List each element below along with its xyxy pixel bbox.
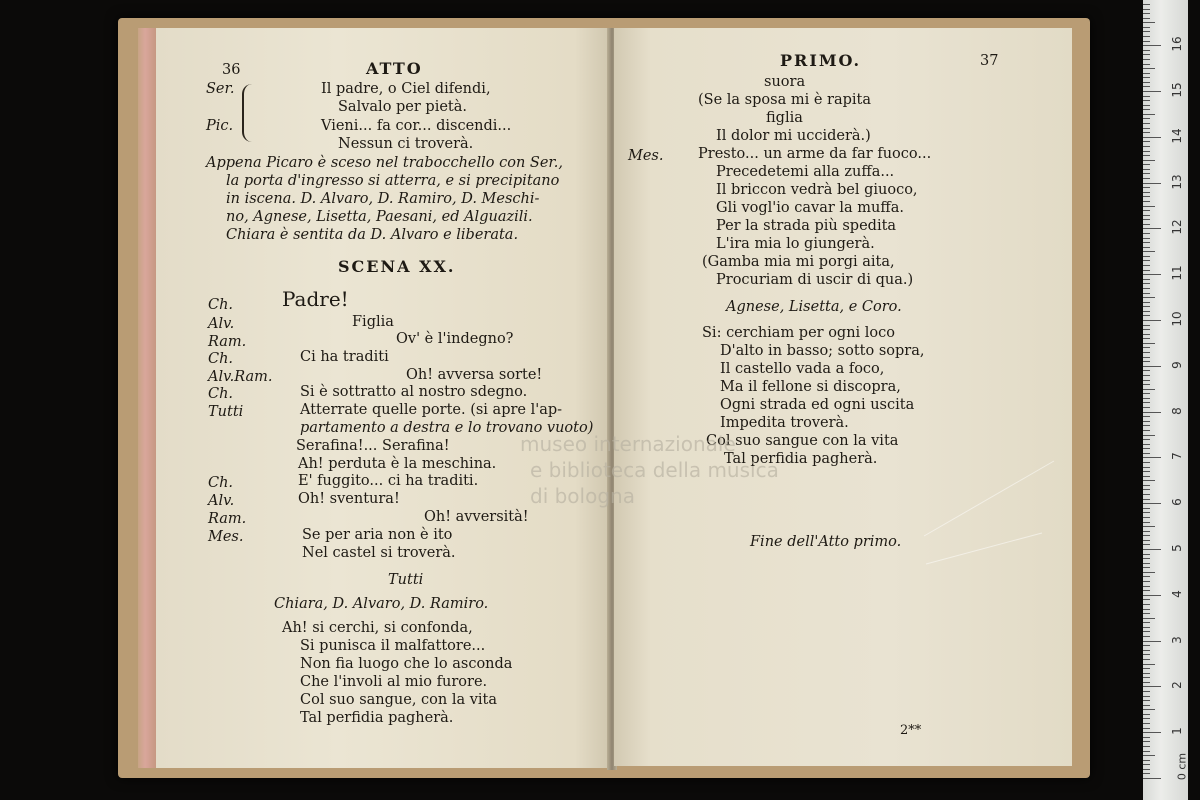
verse-line: Nessun ci troverà.: [338, 136, 474, 152]
dialogue-line: Ci ha traditi: [300, 349, 389, 365]
ruler-tick: [1143, 347, 1150, 348]
verse-line: suora: [764, 74, 806, 90]
ruler-tick: [1143, 563, 1150, 564]
ruler-tick: [1143, 86, 1150, 87]
ruler-tick: [1143, 128, 1150, 129]
ruler-tick: [1143, 315, 1150, 316]
ruler-tick: [1143, 114, 1155, 115]
ruler-number: 11: [1170, 265, 1184, 281]
ruler-tick: [1143, 412, 1161, 413]
ruler-tick: [1143, 219, 1150, 220]
ruler-tick: [1143, 224, 1150, 225]
chorus-line: Ah! si cerchi, si confonda,: [282, 620, 473, 636]
ruler-tick: [1143, 370, 1150, 371]
ruler-tick: [1143, 425, 1150, 426]
ruler-tick: [1143, 247, 1150, 248]
ruler-tick: [1143, 567, 1150, 568]
ruler-tick: [1143, 36, 1150, 37]
ruler-tick: [1143, 238, 1150, 239]
right-page: [614, 28, 1072, 766]
ruler-tick: [1143, 160, 1155, 161]
ruler-tick: [1143, 581, 1150, 582]
stage-direction: in iscena. D. Alvaro, D. Ramiro, D. Meschi-: [226, 191, 540, 207]
ruler-tick: [1143, 631, 1150, 632]
ruler-tick: [1143, 77, 1150, 78]
ruler-tick: [1143, 535, 1150, 536]
ruler-tick: [1143, 54, 1150, 55]
ruler-tick: [1143, 389, 1155, 390]
paper-crease: [924, 461, 1054, 537]
ruler-number: 2: [1170, 681, 1184, 690]
ruler-tick: [1143, 659, 1150, 660]
ruler-tick: [1143, 489, 1150, 490]
ruler-tick: [1143, 118, 1150, 119]
speaker-label: Ch.: [208, 386, 234, 402]
ruler-tick: [1143, 673, 1150, 674]
ruler-number: 5: [1170, 544, 1184, 552]
ruler-tick: [1143, 636, 1150, 637]
ruler-tick: [1143, 691, 1150, 692]
ruler-number: 7: [1170, 452, 1184, 461]
ruler-tick: [1143, 467, 1150, 468]
speaker-label: Alv.Ram.: [208, 369, 273, 385]
chorus-line: Il castello vada a foco,: [720, 361, 885, 377]
ruler-tick: [1143, 526, 1155, 527]
verse-line: Il padre, o Ciel difendi,: [321, 81, 491, 97]
ruler-tick: [1143, 9, 1150, 10]
dialogue-line: Atterrate quelle porte. (si apre l'ap-: [300, 402, 563, 418]
ruler-number: 9: [1170, 360, 1184, 369]
ruler-tick: [1143, 599, 1150, 600]
ruler-tick: [1143, 668, 1150, 669]
ruler-number: 4: [1170, 589, 1184, 598]
ruler-tick: [1143, 444, 1150, 445]
chorus-line: Col suo sangue con la vita: [706, 433, 899, 449]
ruler-tick: [1143, 18, 1150, 19]
ruler-tick: [1143, 329, 1150, 330]
ruler-tick: [1143, 393, 1150, 394]
ruler-tick: [1143, 242, 1150, 243]
chorus-line: Ogni strada ed ogni uscita: [720, 397, 915, 413]
verse-line: L'ira mia lo giungerà.: [716, 236, 875, 252]
ruler-tick: [1143, 82, 1150, 83]
ruler-tick: [1143, 123, 1150, 124]
ruler-tick: [1143, 27, 1150, 28]
chorus-line: Che l'involi al mio furore.: [300, 674, 488, 690]
ruler-tick: [1143, 274, 1161, 275]
ruler-tick: [1143, 476, 1150, 477]
speaker-label: Ram.: [208, 334, 247, 350]
page-header: ATTO: [366, 59, 423, 78]
verse-line: Procuriam di uscir di qua.): [716, 272, 914, 288]
ruler-tick: [1143, 91, 1161, 92]
ruler-tick: [1143, 499, 1150, 500]
ruler-tick: [1143, 494, 1150, 495]
ruler-tick: [1143, 105, 1150, 106]
ruler-number: 15: [1170, 82, 1184, 98]
stage-direction: Appena Picaro è sceso nel trabocchello con Ser.,: [206, 155, 563, 171]
speaker-label: Alv.: [208, 316, 235, 332]
ruler-tick: [1143, 407, 1150, 408]
ruler-tick: [1143, 755, 1155, 756]
ruler-tick: [1143, 595, 1161, 596]
ruler-tick: [1143, 741, 1150, 742]
ruler-tick: [1143, 732, 1161, 733]
ruler-tick: [1143, 325, 1150, 326]
ruler-tick: [1143, 215, 1150, 216]
ruler-tick: [1143, 256, 1150, 257]
speaker-label: Ram.: [208, 511, 247, 527]
page-header: PRIMO.: [780, 51, 862, 70]
ruler-tick: [1143, 270, 1150, 271]
ruler-tick: [1143, 155, 1150, 156]
ruler-tick: [1143, 522, 1150, 523]
ruler-number: 13: [1170, 173, 1184, 190]
ruler-tick: [1143, 462, 1150, 463]
verse-line: (Se la sposa mi è rapita: [698, 92, 871, 108]
ruler-tick: [1143, 297, 1155, 298]
ruler-tick: [1143, 59, 1150, 60]
ruler-tick: [1143, 265, 1150, 266]
ruler-tick: [1143, 73, 1150, 74]
dialogue-line: Oh! avversità!: [424, 509, 529, 525]
ruler-tick: [1143, 141, 1150, 142]
ruler-tick: [1143, 650, 1150, 651]
ruler-tick: [1143, 64, 1150, 65]
ruler-tick: [1143, 233, 1150, 234]
ruler-tick: [1143, 398, 1150, 399]
ruler-tick: [1143, 430, 1150, 431]
act-ending: Fine dell'Atto primo.: [750, 534, 902, 550]
dialogue-line: Si è sottratto al nostro sdegno.: [300, 384, 528, 400]
chorus-line: Col suo sangue, con la vita: [300, 692, 498, 708]
ruler-number: 6: [1170, 498, 1184, 507]
ruler-tick: [1143, 375, 1150, 376]
chorus-line: Si punisca il malfattore...: [300, 638, 486, 654]
ruler-tick: [1143, 590, 1150, 591]
ruler-tick: [1143, 737, 1150, 738]
scene-title: SCENA XX.: [338, 257, 456, 276]
chorus-line: Si: cerchiam per ogni loco: [702, 325, 896, 341]
ruler-tick: [1143, 645, 1150, 646]
ruler-tick: [1143, 686, 1161, 687]
ruler-tick: [1143, 306, 1150, 307]
ruler-tick: [1143, 705, 1150, 706]
ruler-tick: [1143, 22, 1155, 23]
ruler-tick: [1143, 554, 1150, 555]
ruler-tick: [1143, 183, 1161, 184]
stage-direction: Chiara è sentita da D. Alvaro e liberata.: [226, 227, 519, 243]
ruler-tick: [1143, 558, 1150, 559]
chorus-names: Chiara, D. Alvaro, D. Ramiro.: [274, 596, 489, 612]
verse-line: figlia: [766, 110, 803, 126]
speaker-label: Pic.: [206, 118, 234, 134]
signature-mark: 2**: [900, 723, 922, 738]
ruler-tick: [1143, 453, 1150, 454]
ruler-tick: [1143, 746, 1150, 747]
ruler-tick: [1143, 618, 1155, 619]
ruler-tick: [1143, 45, 1161, 46]
ruler-tick: [1143, 96, 1150, 97]
verse-line: Il dolor mi ucciderà.): [716, 128, 871, 144]
dialogue-line: Ov' è l'indegno?: [396, 331, 514, 347]
watermark-text: museo internazionale: [520, 432, 736, 456]
speaker-label: Tutti: [208, 404, 244, 420]
verse-line: Salvalo per pietà.: [338, 99, 468, 115]
ruler-tick: [1143, 480, 1155, 481]
ruler-tick: [1143, 485, 1150, 486]
ruler-tick: [1143, 251, 1155, 252]
ruler-tick: [1143, 146, 1150, 147]
ruler-tick: [1143, 773, 1150, 774]
ruler-tick: [1143, 604, 1150, 605]
paper-crease: [926, 532, 1042, 564]
ruler-tick: [1143, 283, 1150, 284]
ruler-tick: [1143, 769, 1150, 770]
ruler-tick: [1143, 320, 1161, 321]
ruler-tick: [1143, 677, 1150, 678]
ruler-tick: [1143, 664, 1155, 665]
ruler-tick: [1143, 260, 1150, 261]
ruler-tick: [1143, 654, 1150, 655]
ruler-tick: [1143, 366, 1161, 367]
ruler-tick: [1143, 357, 1150, 358]
ruler-tick: [1143, 380, 1150, 381]
ruler-number: 14: [1170, 128, 1184, 144]
ruler-tick: [1143, 210, 1150, 211]
verse-line: Presto... un arme da far fuoco...: [698, 146, 932, 162]
ruler-tick: [1143, 531, 1150, 532]
ruler-tick: [1143, 164, 1150, 165]
verse-line: Per la strada più spedita: [716, 218, 897, 234]
ruler-tick: [1143, 41, 1150, 42]
ruler-number: 16: [1170, 36, 1184, 52]
ruler-tick: [1143, 421, 1150, 422]
chorus-line: Ma il fellone si discopra,: [720, 379, 901, 395]
dialogue-line: Se per aria non è ito: [302, 527, 453, 543]
chorus-title: Agnese, Lisetta, e Coro.: [726, 299, 902, 315]
ruler-tick: [1143, 68, 1155, 69]
ruler-tick: [1143, 718, 1150, 719]
ruler-tick: [1143, 178, 1150, 179]
ruler-tick: [1143, 13, 1150, 14]
ruler-tick: [1143, 682, 1150, 683]
ruler-tick: [1143, 311, 1150, 312]
ruler-tick: [1143, 503, 1161, 504]
dialogue-line: Figlia: [352, 314, 394, 330]
ruler-tick: [1143, 228, 1161, 229]
ruler-number: 8: [1170, 406, 1184, 415]
speaker-label: Mes.: [208, 529, 244, 545]
dialogue-line: Ah! perduta è la meschina.: [298, 456, 497, 472]
dialogue-line: Oh! avversa sorte!: [406, 367, 543, 383]
ruler-tick: [1143, 279, 1150, 280]
ruler-tick: [1143, 508, 1150, 509]
ruler-tick: [1143, 760, 1150, 761]
ruler-tick: [1143, 439, 1150, 440]
ruler-tick: [1143, 132, 1150, 133]
speaker-label: Ser.: [206, 81, 235, 97]
speaker-label: Ch.: [208, 351, 234, 367]
dialogue-line: Oh! sventura!: [298, 491, 400, 507]
verse-line: Il briccon vedrà bel giuoco,: [716, 182, 918, 198]
ruler-tick: [1143, 50, 1150, 51]
ruler-tick: [1143, 206, 1155, 207]
page-number: 36: [222, 62, 241, 78]
ruler-tick: [1143, 293, 1150, 294]
verse-line: Gli vogl'io cavar la muffa.: [716, 200, 904, 216]
ruler-tick: [1143, 334, 1150, 335]
brace-mark: [242, 84, 252, 142]
stage-direction: la porta d'ingresso si atterra, e si precipitano: [226, 173, 560, 189]
ruler-tick: [1143, 201, 1150, 202]
ruler-tick: [1143, 764, 1150, 765]
ruler-tick: [1143, 435, 1155, 436]
dialogue-line: partamento a destra e lo trovano vuoto): [300, 420, 594, 436]
ruler-tick: [1143, 572, 1155, 573]
ruler-tick: [1143, 343, 1155, 344]
page-edge: [138, 28, 156, 768]
ruler-tick: [1143, 361, 1150, 362]
ruler-tick: [1143, 173, 1150, 174]
ruler-tick: [1143, 100, 1150, 101]
ruler-tick: [1143, 723, 1150, 724]
ruler-tick: [1143, 137, 1161, 138]
ruler-tick: [1143, 471, 1150, 472]
ruler-tick: [1143, 576, 1150, 577]
ruler-tick: [1143, 641, 1161, 642]
ruler-number: 12: [1170, 219, 1184, 236]
ruler-tick: [1143, 613, 1150, 614]
ruler-tick: [1143, 627, 1150, 628]
ruler-tick: [1143, 196, 1150, 197]
chorus-line: Tal perfidia pagherà.: [724, 451, 878, 467]
dialogue-line: E' fuggito... ci ha traditi.: [298, 473, 479, 489]
ruler-tick: [1143, 402, 1150, 403]
ruler-number: 10: [1170, 311, 1184, 327]
ruler-tick: [1143, 549, 1161, 550]
ruler-number: 1: [1170, 727, 1184, 736]
ruler-tick: [1143, 187, 1150, 188]
left-page: [156, 28, 611, 768]
ruler-tick: [1143, 352, 1150, 353]
verse-line: (Gamba mia mi porgi aita,: [702, 254, 895, 270]
ruler-tick: [1143, 728, 1150, 729]
ruler-tick: [1143, 714, 1150, 715]
ruler-tick: [1143, 192, 1150, 193]
chorus-label: Tutti: [388, 572, 424, 588]
speaker-label: Alv.: [208, 493, 235, 509]
ruler-tick: [1143, 609, 1150, 610]
verse-line: Precedetemi alla zuffa...: [716, 164, 895, 180]
ruler-tick: [1143, 169, 1150, 170]
ruler-tick: [1143, 457, 1161, 458]
ruler-tick: [1143, 540, 1150, 541]
ruler-tick: [1143, 696, 1150, 697]
page-number: 37: [980, 53, 999, 69]
speaker-label: Ch.: [208, 297, 234, 313]
ruler-number: 3: [1170, 635, 1184, 644]
ruler-tick: [1143, 338, 1150, 339]
ruler-tick: [1143, 151, 1150, 152]
ruler-tick: [1143, 448, 1150, 449]
chorus-line: Tal perfidia pagherà.: [300, 710, 454, 726]
ruler-tick: [1143, 512, 1150, 513]
ruler-tick: [1143, 31, 1150, 32]
dialogue-line: Padre!: [282, 287, 349, 311]
ruler-unit-label: 0 cm: [1175, 752, 1189, 781]
stage-direction: no, Agnese, Lisetta, Paesani, ed Alguazili.: [226, 209, 533, 225]
speaker-label: Ch.: [208, 475, 234, 491]
dialogue-line: Serafina!... Serafina!: [296, 438, 450, 454]
ruler-tick: [1143, 109, 1150, 110]
ruler-tick: [1143, 622, 1150, 623]
ruler-tick: [1143, 778, 1161, 779]
ruler-tick: [1143, 384, 1150, 385]
ruler-tick: [1143, 700, 1150, 701]
ruler-tick: [1143, 288, 1150, 289]
speaker-label: Mes.: [628, 148, 664, 164]
measuring-ruler: [1143, 0, 1188, 800]
dialogue-line: Nel castel si troverà.: [302, 545, 456, 561]
ruler-tick: [1143, 416, 1150, 417]
verse-line: Vieni... fa cor... discendi...: [321, 118, 512, 134]
ruler-tick: [1143, 544, 1150, 545]
chorus-line: Non fia luogo che lo asconda: [300, 656, 513, 672]
ruler-tick: [1143, 751, 1150, 752]
ruler-tick: [1143, 517, 1150, 518]
chorus-line: D'alto in basso; sotto sopra,: [720, 343, 925, 359]
watermark-text: di bologna: [530, 484, 635, 508]
watermark-text: e biblioteca della musica: [530, 458, 779, 482]
ruler-tick: [1143, 586, 1150, 587]
ruler-tick: [1143, 4, 1150, 5]
ruler-tick: [1143, 709, 1155, 710]
ruler-tick: [1143, 302, 1150, 303]
chorus-line: Impedita troverà.: [720, 415, 849, 431]
